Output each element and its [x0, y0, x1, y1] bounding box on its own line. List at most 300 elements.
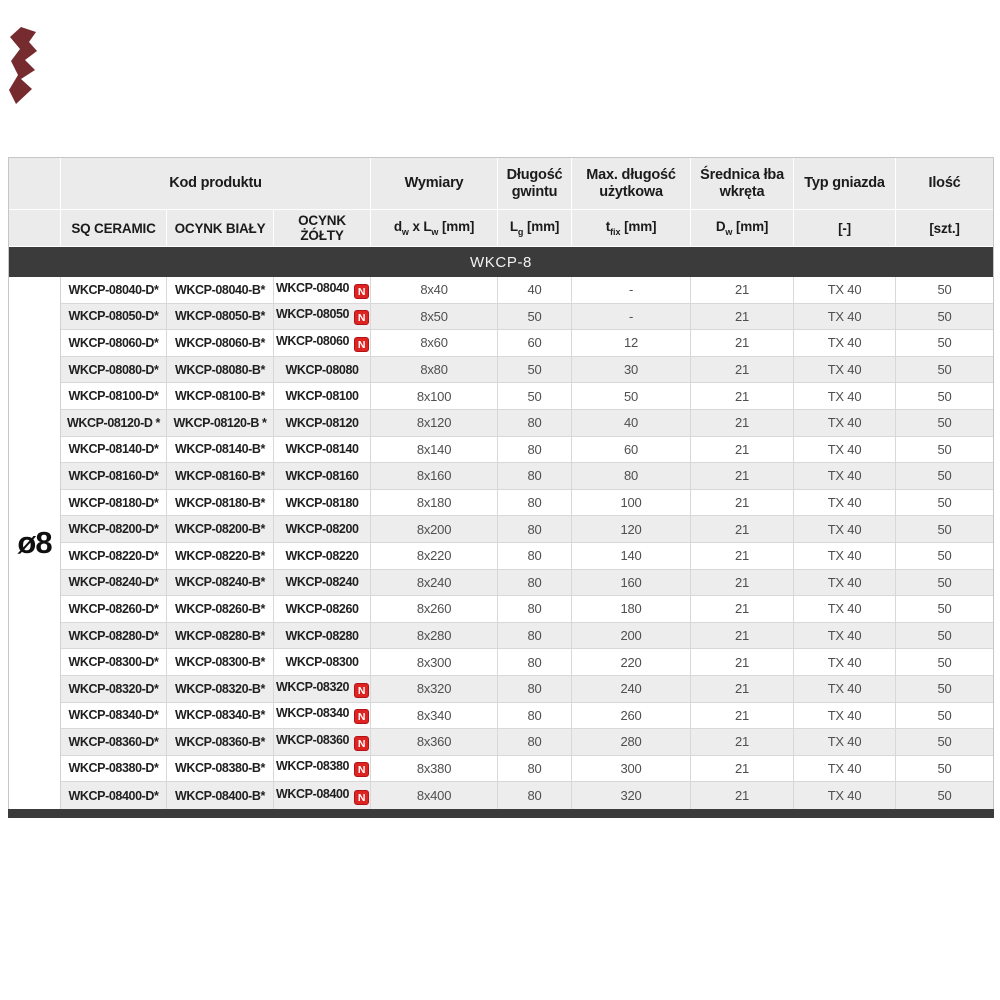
cell-socket-type [794, 304, 896, 331]
cell-sq-ceramic-text: WKCP-08280-D* [68, 628, 159, 643]
cell-sq-ceramic-text: WKCP-08120-D * [66, 415, 161, 430]
cell-dimensions [371, 383, 498, 410]
cell-ocynk-zolty [274, 623, 371, 650]
cell-quantity-text: 50 [937, 760, 952, 776]
cell-max-useful-length-text: 260 [620, 707, 642, 723]
cell-max-useful-length-text: 240 [620, 681, 642, 697]
cell-head-diameter [691, 729, 794, 756]
cell-max-useful-length [572, 782, 691, 809]
cell-head-diameter-text: 21 [735, 788, 750, 804]
cell-sq-ceramic [61, 596, 167, 623]
cell-socket-type [794, 676, 896, 703]
cell-ocynk-zolty [274, 383, 371, 410]
cell-quantity [896, 649, 993, 676]
red-corner-mark-shape [9, 27, 37, 104]
cell-sq-ceramic-text: WKCP-08060-D* [68, 335, 159, 350]
subheader-ocynk-bialy: OCYNK BIAŁY [167, 210, 274, 247]
cell-thread-length-text: 50 [527, 308, 542, 324]
table-row [9, 570, 993, 597]
cell-dimensions [371, 570, 498, 597]
cell-ocynk-zolty [274, 703, 371, 730]
unit-text: [mm] [523, 219, 560, 234]
cell-thread-length [498, 277, 572, 304]
cell-socket-type [794, 277, 896, 304]
cell-ocynk-zolty [274, 543, 371, 570]
cell-max-useful-length [572, 623, 691, 650]
cell-quantity [896, 383, 993, 410]
cell-dimensions [371, 516, 498, 543]
cell-max-useful-length [572, 410, 691, 437]
cell-dimensions-text: 8x50 [420, 308, 448, 324]
cell-max-useful-length [572, 676, 691, 703]
cell-quantity [896, 490, 993, 517]
cell-ocynk-bialy [167, 516, 274, 543]
table-body [9, 277, 993, 809]
header-spacer [9, 158, 61, 210]
cell-quantity [896, 410, 993, 437]
unit-subscript: w [401, 227, 409, 237]
cell-quantity-text: 50 [937, 521, 952, 537]
cell-quantity [896, 304, 993, 331]
cell-ocynk-zolty-text: WKCP-08080 [285, 362, 359, 377]
cell-quantity [896, 463, 993, 490]
cell-head-diameter [691, 543, 794, 570]
cell-head-diameter-text: 21 [735, 308, 750, 324]
unit-text: [mm] [438, 219, 475, 234]
cell-max-useful-length [572, 703, 691, 730]
cell-ocynk-bialy-text: WKCP-08140-B* [175, 442, 265, 457]
cell-thread-length [498, 330, 572, 357]
subheader-sq-ceramic: SQ CERAMIC [61, 210, 167, 247]
cell-thread-length [498, 623, 572, 650]
cell-thread-length-text: 80 [527, 628, 542, 644]
cell-quantity-text: 50 [937, 707, 952, 723]
cell-ocynk-zolty-text: WKCP-08040 [276, 280, 350, 295]
cell-ocynk-bialy [167, 596, 274, 623]
cell-ocynk-bialy [167, 570, 274, 597]
cell-head-diameter-text: 21 [735, 521, 750, 537]
cell-ocynk-zolty-text: WKCP-08300 [285, 655, 359, 670]
cell-head-diameter [691, 277, 794, 304]
cell-dimensions [371, 277, 498, 304]
cell-dimensions [371, 782, 498, 809]
cell-socket-type [794, 516, 896, 543]
cell-ocynk-zolty [274, 516, 371, 543]
cell-dimensions-text: 8x320 [416, 681, 452, 697]
cell-ocynk-zolty-text: WKCP-08120 [285, 415, 359, 430]
cell-sq-ceramic [61, 703, 167, 730]
cell-head-diameter [691, 570, 794, 597]
table-row [9, 649, 993, 676]
cell-max-useful-length-text: 60 [624, 441, 639, 457]
cell-thread-length-text: 40 [527, 282, 542, 298]
cell-dimensions-text: 8x40 [420, 282, 448, 298]
unit-text: x L [408, 219, 432, 234]
cell-dimensions-text: 8x60 [420, 335, 448, 351]
cell-ocynk-bialy-text: WKCP-08060-B* [175, 335, 265, 350]
cell-socket-type-text: TX 40 [827, 788, 862, 804]
unit-text: d [393, 219, 402, 234]
cell-thread-length [498, 383, 572, 410]
cell-ocynk-zolty-text: WKCP-08400 [276, 786, 350, 801]
table-row [9, 330, 993, 357]
cell-sq-ceramic-text: WKCP-08300-D* [68, 655, 159, 670]
unit-subscript: g [517, 227, 524, 237]
table-row [9, 437, 993, 464]
cell-sq-ceramic [61, 676, 167, 703]
header-row-units [9, 210, 993, 247]
cell-thread-length [498, 357, 572, 384]
cell-thread-length [498, 490, 572, 517]
cell-socket-type [794, 357, 896, 384]
new-product-badge: N [354, 736, 369, 751]
cell-ocynk-bialy [167, 729, 274, 756]
cell-max-useful-length [572, 463, 691, 490]
cell-ocynk-bialy [167, 383, 274, 410]
cell-quantity-text: 50 [937, 548, 952, 564]
cell-head-diameter-text: 21 [735, 388, 750, 404]
cell-socket-type [794, 330, 896, 357]
cell-ocynk-bialy-text: WKCP-08320-B* [175, 681, 265, 696]
cell-head-diameter [691, 437, 794, 464]
cell-ocynk-bialy-text: WKCP-08380-B* [175, 761, 265, 776]
cell-quantity [896, 596, 993, 623]
cell-head-diameter [691, 410, 794, 437]
cell-ocynk-zolty-text: WKCP-08340 [276, 706, 350, 721]
table-row [9, 490, 993, 517]
new-product-badge: N [354, 790, 369, 805]
cell-ocynk-bialy-text: WKCP-08160-B* [175, 468, 265, 483]
cell-dimensions [371, 330, 498, 357]
cell-socket-type [794, 596, 896, 623]
cell-thread-length [498, 463, 572, 490]
cell-ocynk-bialy [167, 756, 274, 783]
table-row [9, 729, 993, 756]
cell-quantity [896, 570, 993, 597]
cell-ocynk-bialy [167, 357, 274, 384]
cell-thread-length-text: 50 [527, 362, 542, 378]
cell-sq-ceramic-text: WKCP-08180-D* [68, 495, 159, 510]
cell-head-diameter [691, 596, 794, 623]
cell-thread-length-text: 80 [527, 574, 542, 590]
cell-sq-ceramic [61, 490, 167, 517]
cell-thread-length-text: 80 [527, 601, 542, 617]
cell-quantity [896, 516, 993, 543]
cell-ocynk-zolty [274, 649, 371, 676]
cell-thread-length [498, 703, 572, 730]
cell-socket-type-text: TX 40 [827, 574, 862, 590]
cell-quantity [896, 756, 993, 783]
cell-thread-length-text: 80 [527, 415, 542, 431]
cell-socket-type-text: TX 40 [827, 495, 862, 511]
cell-ocynk-bialy [167, 782, 274, 809]
cell-max-useful-length-text: 200 [620, 628, 642, 644]
cell-ocynk-bialy-text: WKCP-08080-B* [175, 362, 265, 377]
table-bottom-bar [8, 809, 994, 818]
diameter-label: ø8 [9, 277, 61, 809]
cell-sq-ceramic [61, 570, 167, 597]
new-product-badge: N [354, 310, 369, 325]
cell-max-useful-length-text: 140 [620, 548, 642, 564]
cell-ocynk-zolty [274, 277, 371, 304]
cell-ocynk-zolty-text: WKCP-08260 [285, 601, 359, 616]
unit-subscript: w [431, 227, 439, 237]
cell-quantity-text: 50 [937, 468, 952, 484]
table-row [9, 543, 993, 570]
table-row [9, 703, 993, 730]
cell-dimensions [371, 729, 498, 756]
cell-dimensions-text: 8x120 [416, 415, 452, 431]
cell-dimensions [371, 596, 498, 623]
cell-thread-length [498, 410, 572, 437]
product-table-container [8, 157, 994, 818]
table-row [9, 410, 993, 437]
cell-max-useful-length [572, 490, 691, 517]
unit-subscript: fix [610, 227, 621, 237]
cell-head-diameter-text: 21 [735, 628, 750, 644]
cell-dimensions-text: 8x260 [416, 601, 452, 617]
cell-head-diameter [691, 623, 794, 650]
cell-dimensions-text: 8x300 [416, 654, 452, 670]
cell-socket-type-text: TX 40 [827, 654, 862, 670]
cell-ocynk-zolty [274, 330, 371, 357]
cell-thread-length-text: 80 [527, 681, 542, 697]
cell-max-useful-length-text: 300 [620, 760, 642, 776]
cell-max-useful-length [572, 596, 691, 623]
cell-ocynk-zolty-text: WKCP-08180 [285, 495, 359, 510]
cell-socket-type [794, 570, 896, 597]
cell-ocynk-zolty [274, 357, 371, 384]
unit-text: [mm] [620, 219, 657, 234]
new-product-badge: N [354, 683, 369, 698]
subheader-typ-units: [-] [794, 210, 896, 247]
subheader-dw-units [691, 210, 794, 247]
cell-thread-length-text: 80 [527, 521, 542, 537]
cell-max-useful-length-text: 180 [620, 601, 642, 617]
cell-sq-ceramic [61, 756, 167, 783]
cell-ocynk-zolty [274, 729, 371, 756]
cell-ocynk-bialy-text: WKCP-08280-B* [175, 628, 265, 643]
cell-ocynk-zolty [274, 782, 371, 809]
cell-dimensions-text: 8x180 [416, 495, 452, 511]
table-row [9, 516, 993, 543]
header-max-dlugosc: Max. długość użytkowa [572, 158, 691, 210]
cell-ocynk-bialy [167, 623, 274, 650]
cell-socket-type-text: TX 40 [827, 521, 862, 537]
cell-thread-length [498, 304, 572, 331]
cell-max-useful-length-text: 320 [620, 788, 642, 804]
cell-sq-ceramic-text: WKCP-08260-D* [68, 601, 159, 616]
cell-head-diameter-text: 21 [735, 548, 750, 564]
cell-head-diameter [691, 782, 794, 809]
cell-sq-ceramic-text: WKCP-08320-D* [68, 681, 159, 696]
cell-socket-type-text: TX 40 [827, 441, 862, 457]
cell-quantity [896, 623, 993, 650]
cell-ocynk-zolty-text: WKCP-08200 [285, 522, 359, 537]
cell-head-diameter-text: 21 [735, 707, 750, 723]
cell-head-diameter-text: 21 [735, 282, 750, 298]
cell-quantity-text: 50 [937, 335, 952, 351]
cell-socket-type [794, 703, 896, 730]
cell-quantity [896, 277, 993, 304]
header-typ-gniazda: Typ gniazda [794, 158, 896, 210]
cell-head-diameter [691, 516, 794, 543]
cell-socket-type [794, 756, 896, 783]
cell-thread-length-text: 50 [527, 388, 542, 404]
cell-ocynk-bialy-text: WKCP-08120-B * [173, 415, 267, 430]
unit-text: L [509, 219, 518, 234]
cell-dimensions-text: 8x140 [416, 441, 452, 457]
cell-ocynk-zolty [274, 410, 371, 437]
cell-quantity [896, 543, 993, 570]
table-row [9, 277, 993, 304]
cell-quantity [896, 703, 993, 730]
cell-quantity-text: 50 [937, 282, 952, 298]
cell-ocynk-bialy [167, 304, 274, 331]
cell-sq-ceramic-text: WKCP-08080-D* [68, 362, 159, 377]
cell-ocynk-bialy-text: WKCP-08260-B* [175, 601, 265, 616]
cell-ocynk-bialy-text: WKCP-08180-B* [175, 495, 265, 510]
cell-max-useful-length [572, 304, 691, 331]
cell-ocynk-bialy [167, 676, 274, 703]
cell-sq-ceramic [61, 729, 167, 756]
cell-sq-ceramic-text: WKCP-08160-D* [68, 468, 159, 483]
cell-ocynk-zolty [274, 437, 371, 464]
cell-max-useful-length-text: 280 [620, 734, 642, 750]
cell-dimensions-text: 8x200 [416, 521, 452, 537]
cell-quantity-text: 50 [937, 415, 952, 431]
cell-ocynk-zolty-text: WKCP-08240 [285, 575, 359, 590]
cell-socket-type-text: TX 40 [827, 734, 862, 750]
cell-thread-length [498, 756, 572, 783]
cell-thread-length-text: 80 [527, 548, 542, 564]
cell-socket-type [794, 383, 896, 410]
header-kod-produktu: Kod produktu [61, 158, 371, 210]
cell-head-diameter-text: 21 [735, 601, 750, 617]
cell-sq-ceramic [61, 463, 167, 490]
cell-quantity-text: 50 [937, 574, 952, 590]
cell-thread-length [498, 570, 572, 597]
cell-socket-type [794, 437, 896, 464]
cell-max-useful-length-text: 220 [620, 654, 642, 670]
cell-ocynk-bialy-text: WKCP-08240-B* [175, 575, 265, 590]
cell-dimensions [371, 463, 498, 490]
cell-max-useful-length-text: 50 [624, 388, 639, 404]
cell-ocynk-bialy-text: WKCP-08050-B* [175, 309, 265, 324]
cell-ocynk-zolty-text: WKCP-08280 [285, 628, 359, 643]
new-product-badge: N [354, 284, 369, 299]
cell-dimensions [371, 649, 498, 676]
cell-dimensions [371, 703, 498, 730]
cell-socket-type [794, 410, 896, 437]
cell-socket-type-text: TX 40 [827, 335, 862, 351]
cell-dimensions-text: 8x100 [416, 388, 452, 404]
cell-ocynk-zolty-text: WKCP-08320 [276, 679, 350, 694]
cell-sq-ceramic-text: WKCP-08240-D* [68, 575, 159, 590]
cell-thread-length-text: 80 [527, 760, 542, 776]
red-corner-mark [9, 27, 38, 104]
cell-head-diameter-text: 21 [735, 760, 750, 776]
cell-head-diameter-text: 21 [735, 574, 750, 590]
cell-socket-type-text: TX 40 [827, 548, 862, 564]
product-table [9, 158, 993, 809]
cell-dimensions-text: 8x280 [416, 628, 452, 644]
cell-thread-length [498, 596, 572, 623]
cell-quantity [896, 357, 993, 384]
cell-ocynk-zolty [274, 463, 371, 490]
cell-thread-length-text: 80 [527, 734, 542, 750]
cell-ocynk-zolty-text: WKCP-08050 [276, 307, 350, 322]
cell-max-useful-length [572, 543, 691, 570]
cell-sq-ceramic [61, 410, 167, 437]
cell-dimensions-text: 8x360 [416, 734, 452, 750]
subheader-wymiary-units [371, 210, 498, 247]
cell-max-useful-length-text: 12 [624, 335, 639, 351]
cell-sq-ceramic [61, 649, 167, 676]
cell-sq-ceramic-text: WKCP-08200-D* [68, 522, 159, 537]
cell-dimensions [371, 623, 498, 650]
cell-socket-type [794, 463, 896, 490]
cell-quantity-text: 50 [937, 308, 952, 324]
cell-dimensions [371, 543, 498, 570]
cell-socket-type [794, 623, 896, 650]
cell-sq-ceramic [61, 623, 167, 650]
cell-ocynk-bialy [167, 437, 274, 464]
header-row-main [9, 158, 993, 210]
cell-head-diameter-text: 21 [735, 441, 750, 457]
cell-ocynk-bialy [167, 543, 274, 570]
group-band-row [9, 247, 993, 277]
cell-ocynk-zolty-text: WKCP-08160 [285, 468, 359, 483]
cell-sq-ceramic-text: WKCP-08400-D* [68, 788, 159, 803]
cell-dimensions [371, 756, 498, 783]
subheader-spacer [9, 210, 61, 247]
cell-head-diameter-text: 21 [735, 468, 750, 484]
cell-socket-type [794, 782, 896, 809]
cell-thread-length [498, 782, 572, 809]
cell-dimensions [371, 410, 498, 437]
cell-ocynk-bialy-text: WKCP-08220-B* [175, 548, 265, 563]
cell-sq-ceramic [61, 330, 167, 357]
cell-socket-type [794, 490, 896, 517]
cell-ocynk-zolty-text: WKCP-08060 [276, 333, 350, 348]
cell-head-diameter-text: 21 [735, 415, 750, 431]
cell-ocynk-zolty-text: WKCP-08220 [285, 548, 359, 563]
cell-quantity [896, 729, 993, 756]
cell-sq-ceramic [61, 304, 167, 331]
header-wymiary: Wymiary [371, 158, 498, 210]
cell-quantity-text: 50 [937, 654, 952, 670]
cell-socket-type-text: TX 40 [827, 388, 862, 404]
unit-subscript: w [725, 227, 733, 237]
cell-max-useful-length-text: 30 [624, 362, 639, 378]
cell-quantity-text: 50 [937, 362, 952, 378]
cell-ocynk-bialy-text: WKCP-08100-B* [175, 389, 265, 404]
cell-sq-ceramic [61, 357, 167, 384]
cell-quantity [896, 437, 993, 464]
table-row [9, 357, 993, 384]
cell-ocynk-zolty [274, 304, 371, 331]
cell-thread-length-text: 80 [527, 707, 542, 723]
cell-ocynk-zolty-text: WKCP-08140 [285, 442, 359, 457]
table-row [9, 756, 993, 783]
cell-max-useful-length [572, 570, 691, 597]
cell-head-diameter [691, 649, 794, 676]
cell-ocynk-bialy [167, 463, 274, 490]
cell-max-useful-length [572, 649, 691, 676]
cell-ocynk-bialy-text: WKCP-08340-B* [175, 708, 265, 723]
new-product-badge: N [354, 762, 369, 777]
